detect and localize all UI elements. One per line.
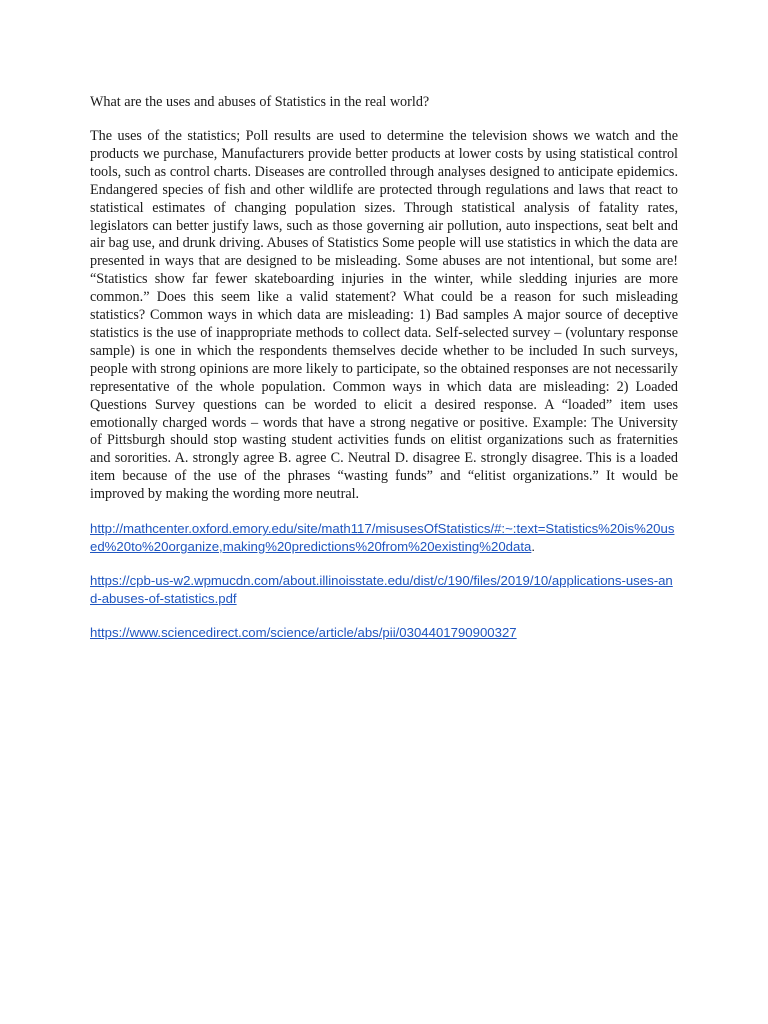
document-content <box>90 93 678 658</box>
question-heading: What are the uses and abuses of Statistics in the real world? <box>90 94 430 110</box>
reference-item <box>90 572 678 608</box>
reference-link-illinoisstate[interactable]: https://cpb-us-w2.wpmucdn.com/about.illinoisstate.edu/dist/c/190/files/2019/10/applications-uses-and-abuses-of-statistics.pdf <box>90 573 673 607</box>
reference-item <box>90 520 678 556</box>
reference-suffix: . <box>531 539 535 555</box>
reference-link-sciencedirect[interactable]: https://www.sciencedirect.com/science/article/abs/pii/0304401790900327 <box>90 625 517 641</box>
reference-item <box>90 624 678 642</box>
reference-link-mathcenter[interactable]: http://mathcenter.oxford.emory.edu/site/math117/misusesOfStatistics/#:~:text=Statistics%20is%20used%20to%20organize,making%20predictions%20from%20existing%20data <box>90 521 675 555</box>
reference-list <box>90 520 678 642</box>
body-paragraph: The uses of the statistics; Poll results are used to determine the television shows we watch and the products we purchase, Manufacturers provide better products at lower costs by using statistical control tools, such as control charts. Diseases are controlled through analyses designed to anticipate epidemics. Endangered species of fish and other wildlife are protected through regulations and laws that react to statistical estimates of changing population sizes. Through statistical analysis of fatality rates, legislators can better justify laws, such as those governing air pollution, auto inspections, seat belt and air bag use, and drunk driving. Abuses of Statistics Some people will use statistics in which the data are presented in ways that are designed to be misleading. Some abuses are not intentional, but some are! “Statistics show far fewer skateboarding injuries in the winter, while sledding injuries are more common.” Does this seem like a valid statement? What could be a reason for such misleading statistics? Common ways in which data are misleading: 1) Bad samples A major source of deceptive statistics is the use of inappropriate methods to collect data. Self-selected survey – (voluntary response sample) is one in which the respondents themselves decide whether to be included In such surveys, people with strong opinions are more likely to participate, so the obtained responses are not necessarily representative of the whole population. Common ways in which data are misleading: 2) Loaded Questions Survey questions can be worded to elicit a desired response. A “loaded” item uses emotionally charged words – words that have a strong negative or positive. Example: The University of Pittsburgh should stop wasting student activities funds on elitist organizations such as fraternities and sororities. A. strongly agree B. agree C. Neutral D. disagree E. strongly disagree. This is a loaded item because of the use of the phrases “wasting funds” and “elitist organizations.” It would be improved by making the wording more neutral. <box>90 128 678 503</box>
